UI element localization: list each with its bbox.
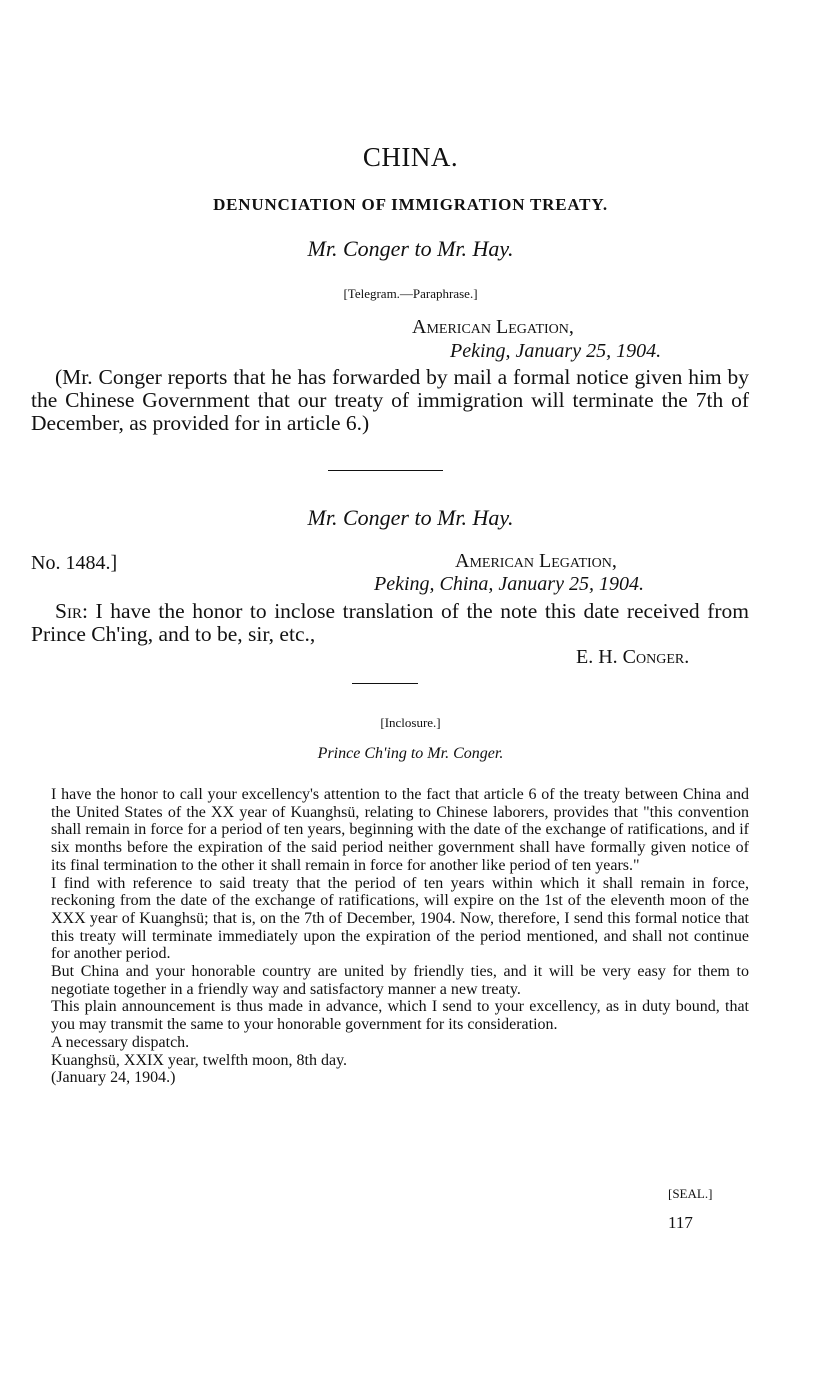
inclosure-paragraph: This plain announcement is thus made in advance, which I send to your excellency, as in duty bound, that you may transmit the same to your honorable government for its consideration. <box>51 998 749 1034</box>
salutation: Sir: <box>55 599 88 623</box>
section1-heading: Mr. Conger to Mr. Hay. <box>307 236 514 261</box>
section1-place-date: Peking, January 25, 1904. <box>450 340 662 362</box>
inclosure-paragraph: But China and your honorable country are united by friendly ties, and it will be very easy for them to negotiate together in a friendly way and satisfactory manner a new treaty. <box>51 963 749 998</box>
signature: E. H. Conger. <box>576 646 690 668</box>
section-divider <box>328 470 443 471</box>
inclosure-closing: A necessary dispatch. <box>51 1033 190 1051</box>
inclosure-date-chinese: Kuanghsü, XXIX year, twelfth moon, 8th day. <box>51 1051 348 1069</box>
section2-body-text: I have the honor to inclose translation of the note this date received from Prince Ch'ing, and to be, sir, etc., <box>31 599 749 646</box>
seal-mark: [SEAL.] <box>668 1186 713 1201</box>
section2-place-date: Peking, China, January 25, 1904. <box>374 573 644 595</box>
inclosure-paragraph: I have the honor to call your excellency's attention to the fact that article 6 of the treaty between China and the United States of the XX year of Kuanghsü, relating to Chinese laborers, provides that "this convention shall remain in force for a period of ten years, beginning with the date of the exchange of ratifications, and if six months before the expiration of the said period neither government shall have formally given notice of its final termination to the other it shall remain in force for another like period of ten years." <box>51 786 749 874</box>
section1-note: [Telegram.—Paraphrase.] <box>343 286 478 301</box>
inclosure-label: [Inclosure.] <box>380 715 441 730</box>
page-number: 117 <box>668 1213 693 1232</box>
inclosure-paragraph: I find with reference to said treaty that the period of ten years within which it shall remain in force, reckoning from the date of the exchange of ratifications, will expire on the 1st of the eleventh moon of the XXX year of Kuanghsü; that is, on the 7th of December, 1904. Now, therefore, I send this formal notice that this treaty will terminate immediately upon the expiration of the period mentioned, and shall not continue for another period. <box>51 874 749 963</box>
inclosure-date-western: (January 24, 1904.) <box>51 1069 176 1087</box>
section2-number: No. 1484.] <box>31 552 118 574</box>
section1-body <box>31 366 749 435</box>
section2-heading: Mr. Conger to Mr. Hay. <box>307 505 514 530</box>
section2-body <box>31 600 749 646</box>
signature-divider <box>352 683 418 684</box>
section1-legation: American Legation, <box>412 316 574 338</box>
page-title: CHINA. <box>362 142 459 172</box>
inclosure-heading: Prince Ch'ing to Mr. Conger. <box>317 745 504 762</box>
inclosure-body <box>31 786 749 1087</box>
section2-legation: American Legation, <box>455 550 617 572</box>
section1-body-text: (Mr. Conger reports that he has forwarded by mail a formal notice given him by the Chinese Government that our treaty of immigration will terminate the 7th of December, as provided for in article 6.) <box>31 365 749 435</box>
page-subtitle: DENUNCIATION OF IMMIGRATION TREATY. <box>213 195 608 214</box>
